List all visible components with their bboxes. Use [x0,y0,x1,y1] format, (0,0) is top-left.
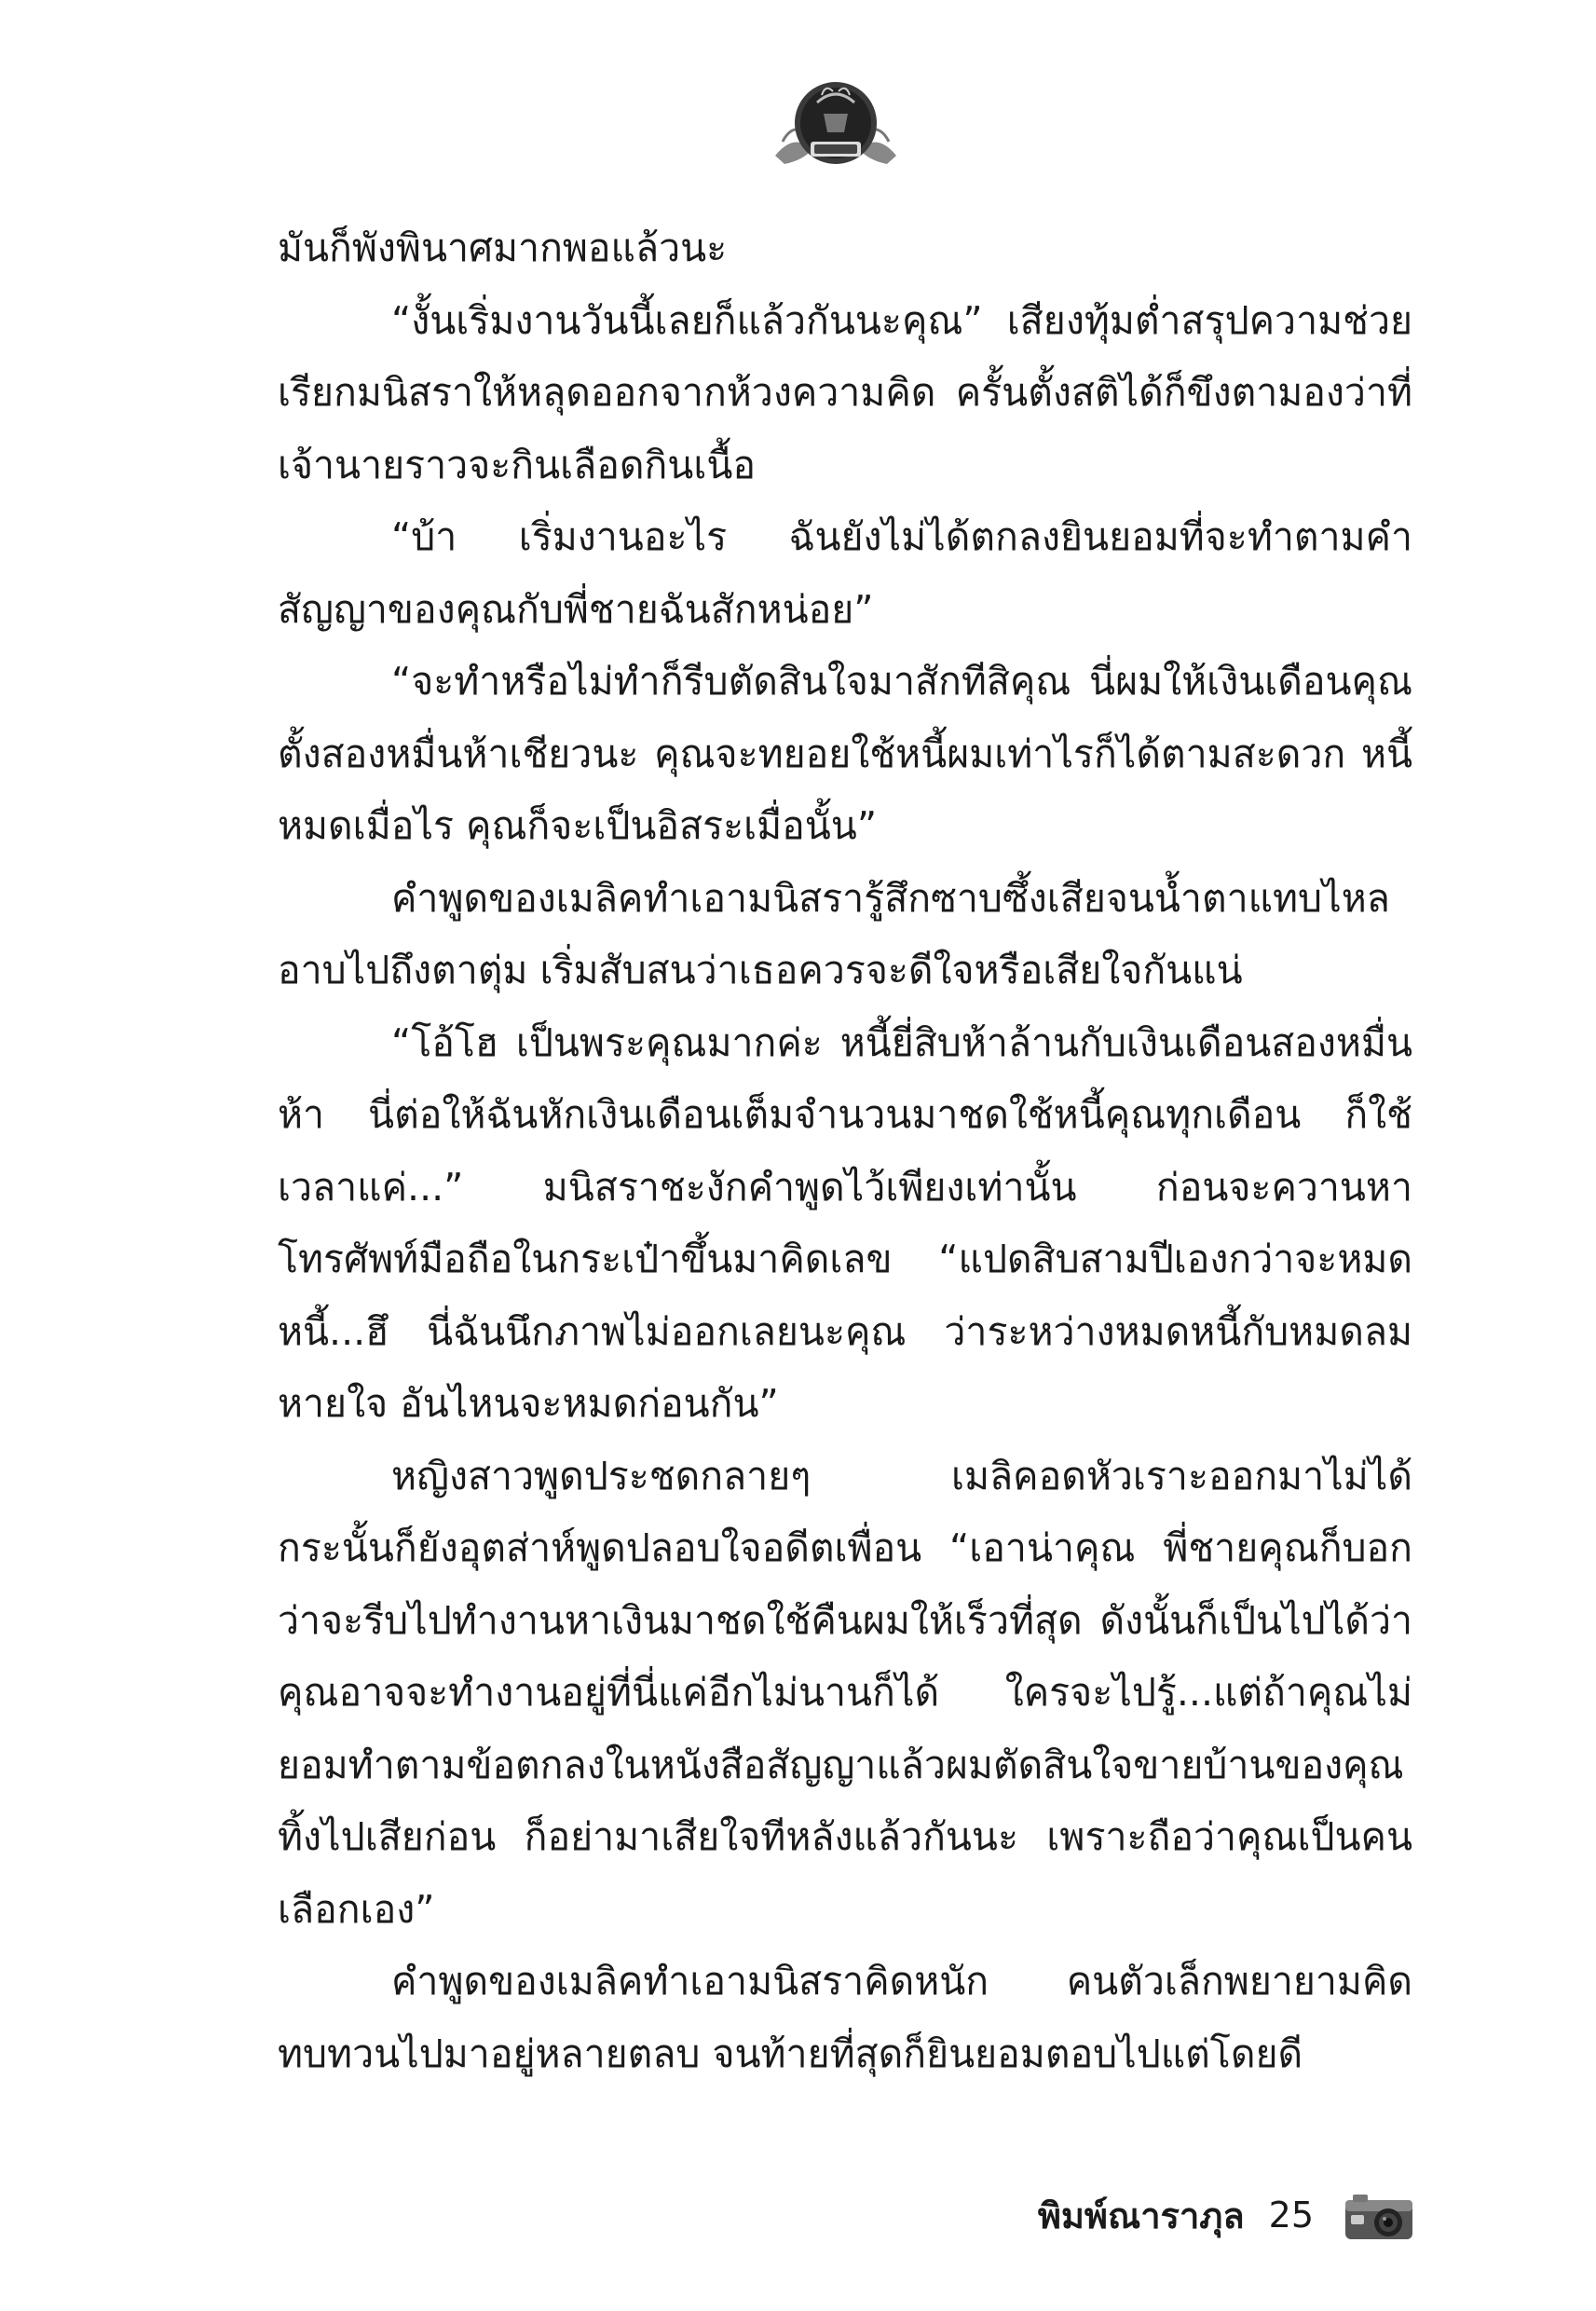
book-title: พิมพ์ณาราภุล [1037,2195,1245,2236]
paragraph: “บ้า เริ่มงานอะไร ฉันยังไม่ได้ตกลงยินยอมที่จะทำตามคำสัญญาของคุณกับพี่ชายฉันสักหน่อย” [278,514,1412,632]
page-footer [932,2173,1416,2257]
paragraph: หญิงสาวพูดประชดกลายๆ เมลิคอดหัวเราะออกมาไม่ได้ กระนั้นก็ยังอุตส่าห์พูดปลอบใจอดีตเพื่อน “เอาน่าคุณ พี่ชายคุณก็บอกว่าจะรีบไปทำงานหาเงินมาชดใช้คืนผมให้เร็วที่สุด ดังนั้นก็เป็นไปได้ว่าคุณอาจจะทำงานอยู่ที่นี่แค่อีกไม่นานก็ได้ ใครจะไปรู้...แต่ถ้าคุณไม่ยอมทำตามข้อตกลงในหนังสือสัญญาแล้วผมตัดสินใจขายบ้านของคุณทิ้งไปเสียก่อน ก็อย่ามาเสียใจทีหลังแล้วกันนะ เพราะถือว่าคุณเป็นคนเลือกเอง” [278,1453,1412,1932]
paragraph: คำพูดของเมลิคทำเอามนิสราคิดหนัก คนตัวเล็กพยายามคิดทบทวนไปมาอยู่หลายตลบ จนท้ายที่สุดก็ยินยอมตอบไปแต่โดยดี [278,1959,1412,2076]
paragraph: “งั้นเริ่มงานวันนี้เลยก็แล้วกันนะคุณ” เสียงทุ้มต่ำสรุปความช่วยเรียกมนิสราให้หลุดออกจากห้วงความคิด ครั้นตั้งสติได้ก็ขึงตามองว่าที่เจ้านายราวจะกินเลือดกินเนื้อ [278,297,1412,487]
ornament-logo-icon [766,67,906,179]
paragraph: “จะทำหรือไม่ทำก็รีบตัดสินใจมาสักทีสิคุณ นี่ผมให้เงินเดือนคุณตั้งสองหมื่นห้าเชียวนะ คุณจะทยอยใช้หนี้ผมเท่าไรก็ได้ตามสะดวก หนี้หมดเมื่อไร คุณก็จะเป็นอิสระเมื่อนั้น” [278,659,1412,848]
paragraph: มันก็พังพินาศมากพอแล้วนะ [278,226,728,270]
paragraph: คำพูดของเมลิคทำเอามนิสรารู้สึกซาบซึ้งเสียจนน้ำตาแทบไหลอาบไปถึงตาตุ่ม เริ่มสับสนว่าเธอควรจะดีใจหรือเสียใจกันแน่ [278,875,1390,992]
body-text [278,212,1412,2090]
paragraph: “โอ้โฮ เป็นพระคุณมากค่ะ หนี้ยี่สิบห้าล้านกับเงินเดือนสองหมื่นห้า นี่ต่อให้ฉันหักเงินเดือนเต็มจำนวนมาชดใช้หนี้คุณทุกเดือน ก็ใช้เวลาแค่...” มนิสราชะงักคำพูดไว้เพียงเท่านั้น ก่อนจะควานหาโทรศัพท์มือถือในกระเป๋าขึ้นมาคิดเลข “แปดสิบสามปีเองกว่าจะหมดหนี้...ฮึ นี่ฉันนึกภาพไม่ออกเลยนะคุณ ว่าระหว่างหมดหนี้กับหมดลมหายใจ อันไหนจะหมดก่อนกัน” [278,1019,1412,1426]
camera-icon [1342,2187,1416,2243]
page-number: 25 [1268,2195,1314,2236]
